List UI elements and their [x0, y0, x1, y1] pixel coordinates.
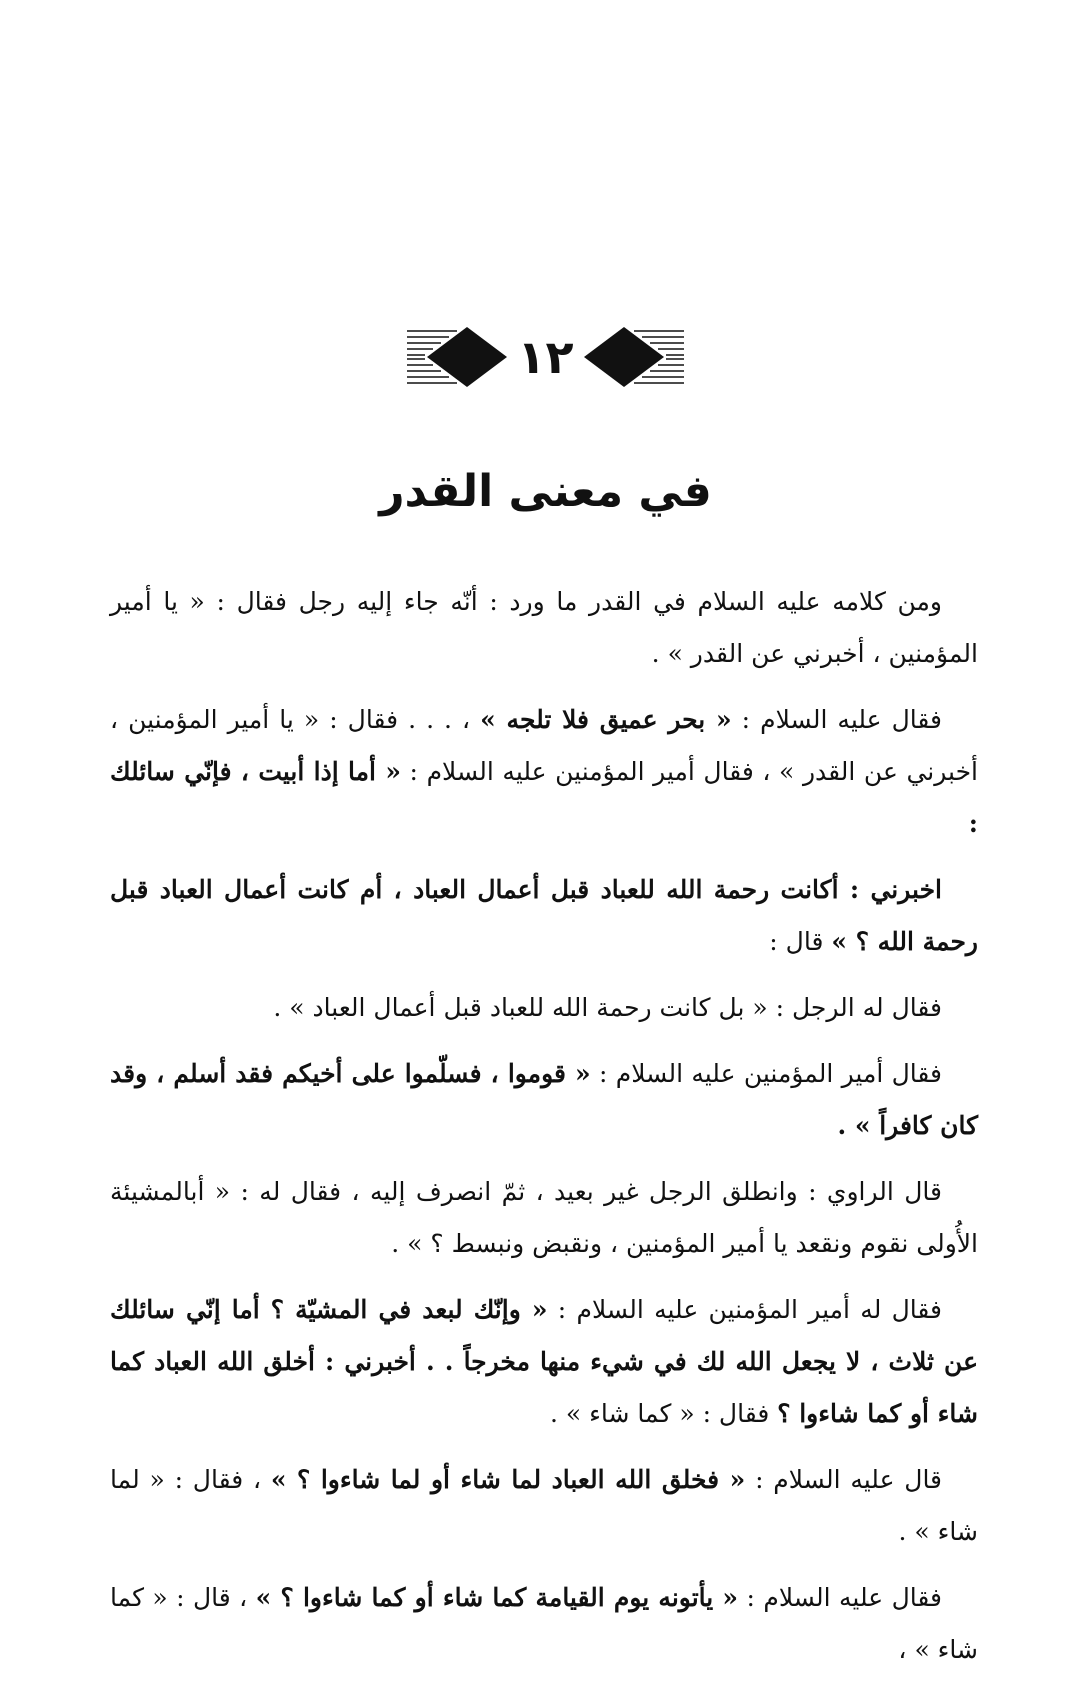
chapter-title: في معنى القدر	[379, 466, 712, 517]
narration-text: فقال له أمير المؤمنين عليه السلام :	[547, 1295, 943, 1324]
paragraph	[110, 1454, 978, 1558]
quote-text: اخبرني : أكانت رحمة الله للعباد قبل أعمال العباد ، أم كانت أعمال العباد قبل رحمة الله ؟ »	[110, 875, 978, 956]
paragraph	[110, 1048, 978, 1152]
quote-text: « أما إذا أبيت ، فإنّي سائلك :	[110, 757, 978, 838]
paragraph	[110, 1572, 978, 1676]
paragraph	[110, 864, 978, 968]
narration-text: قال الراوي : وانطلق الرجل غير بعيد ، ثمّ انصرف إليه ، فقال له : « أبالمشيئة الأُولى نقوم ونقعد يا أمير المؤمنين ، ونقبض ونبسط ؟ » .	[110, 1177, 978, 1258]
narration-text: فقال له الرجل : « بل كانت رحمة الله للعباد قبل أعمال العباد » .	[273, 993, 942, 1022]
narration-text: قال :	[769, 927, 832, 956]
narration-text: فقال : « كما شاء » .	[550, 1399, 778, 1428]
paragraph	[110, 1284, 978, 1440]
quote-text: « بحر عميق فلا تلجه »	[480, 705, 732, 734]
body-text	[110, 576, 978, 1690]
narration-text: ، فقال : « لما شاء » .	[110, 1465, 978, 1546]
narration-text: فقال أمير المؤمنين عليه السلام :	[590, 1059, 942, 1088]
paragraph	[110, 576, 978, 680]
quote-text: « يأتونه يوم القيامة كما شاء أو كما شاءوا ؟ »	[255, 1583, 739, 1612]
chapter-number: ١٢	[517, 330, 574, 384]
narration-text: فقال عليه السلام :	[731, 705, 942, 734]
quote-text: « وإنّك لبعد في المشيّة ؟ أما إنّي سائلك عن ثلاث ، لا يجعل الله لك في شيء منها مخرجاً . . أخبرني : أخلق الله العباد كما شاء أو كما شاءوا ؟	[110, 1295, 978, 1428]
left-diamond-ornament-icon	[407, 327, 507, 387]
right-diamond-ornament-icon	[584, 327, 684, 387]
chapter-ornament	[0, 322, 1091, 392]
narration-text: ، قال : « كما شاء » ،	[110, 1583, 978, 1664]
paragraph	[110, 982, 978, 1034]
paragraph	[110, 694, 978, 850]
narration-text: قال عليه السلام :	[745, 1465, 943, 1494]
narration-text: فقال عليه السلام :	[738, 1583, 942, 1612]
quote-text: « فخلق الله العباد لما شاء أو لما شاءوا ؟ »	[270, 1465, 746, 1494]
narration-text: ، . . . فقال : « يا أمير المؤمنين ، أخبرني عن القدر » ، فقال أمير المؤمنين عليه السلام :	[110, 705, 978, 786]
quote-text: « قوموا ، فسلّموا على أخيكم فقد أسلم ، وقد كان كافراً » .	[110, 1059, 978, 1140]
narration-text: ومن كلامه عليه السلام في القدر ما ورد : أنّه جاء إليه رجل فقال : « يا أمير المؤمنين ، أخبرني عن القدر » .	[110, 587, 978, 668]
paragraph	[110, 1166, 978, 1270]
